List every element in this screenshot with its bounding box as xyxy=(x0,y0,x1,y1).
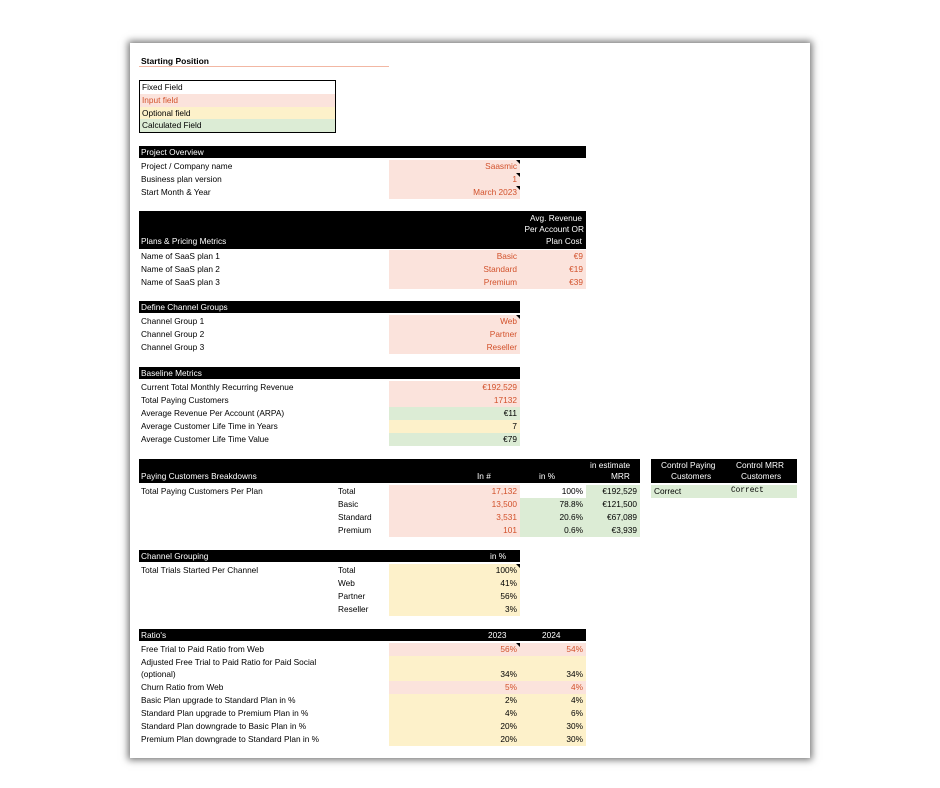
plans-col-header-2: Per Account OR xyxy=(524,224,584,234)
paying-header xyxy=(139,459,640,483)
paying-pct-value: 20.6% xyxy=(520,511,586,524)
paying-col-mrr-1: in estimate xyxy=(590,460,631,470)
legend-input: Input field xyxy=(140,94,335,107)
plan-price-input[interactable]: €19 xyxy=(520,263,586,276)
control-paying-h2: Customers xyxy=(671,471,712,481)
ratio-2024-input[interactable]: 4% xyxy=(520,681,586,694)
ratio-row-label-2: (optional) xyxy=(141,669,176,679)
current-mrr-input[interactable]: €192,529 xyxy=(389,381,520,394)
baseline-row-label: Average Customer Life Time in Years xyxy=(141,421,278,431)
ratio-2024-input[interactable]: 30% xyxy=(520,720,586,733)
channel-row-label: Channel Group 1 xyxy=(141,316,205,326)
project-name-input[interactable]: Saasmic xyxy=(389,160,520,173)
control-mrr-h1: Control MRR xyxy=(736,460,784,470)
grouping-value[interactable]: 41% xyxy=(389,577,520,590)
paying-num-value[interactable]: 13,500 xyxy=(389,498,520,511)
control-paying-h1: Control Paying xyxy=(661,460,716,470)
paying-col-num: In # xyxy=(477,471,491,481)
paying-col-pct: in % xyxy=(539,471,556,481)
title-underline xyxy=(139,66,389,67)
paying-mrr-value: €3,939 xyxy=(586,524,640,537)
control-paying-status: Correct xyxy=(651,485,727,498)
paying-pct-value: 0.6% xyxy=(520,524,586,537)
paying-mrr-value: €67,089 xyxy=(586,511,640,524)
paying-plan-label: Basic xyxy=(338,499,359,509)
ratio-2023-input[interactable]: 4% xyxy=(389,707,520,720)
plan-price-input[interactable]: €9 xyxy=(520,250,586,263)
channel-group-input[interactable]: Partner xyxy=(389,328,520,341)
ratio-2023-input[interactable]: 20% xyxy=(389,720,520,733)
paying-row-label: Total Paying Customers Per Plan xyxy=(141,486,263,496)
ratio-row-label: Standard Plan upgrade to Premium Plan in % xyxy=(141,708,309,718)
paying-plan-label: Premium xyxy=(338,525,372,535)
grouping-channel-label: Web xyxy=(338,578,355,588)
channels-header xyxy=(139,301,520,313)
start-month-input[interactable]: March 2023 xyxy=(389,186,520,199)
grouping-col: in % xyxy=(490,551,507,561)
spreadsheet xyxy=(130,43,810,758)
ratio-row-label: Standard Plan downgrade to Basic Plan in % xyxy=(141,721,307,731)
ratios-col-2024: 2024 xyxy=(542,630,561,640)
plan-row-label: Name of SaaS plan 2 xyxy=(141,264,220,274)
baseline-header-label: Baseline Metrics xyxy=(141,368,202,378)
paying-pct-value: 78.8% xyxy=(520,498,586,511)
ratio-2024-input[interactable]: 6% xyxy=(520,707,586,720)
project-row-label: Start Month & Year xyxy=(141,187,211,197)
plan-name-input[interactable]: Standard xyxy=(389,263,520,276)
plan-name-input[interactable]: Basic xyxy=(389,250,520,263)
grouping-header-label: Channel Grouping xyxy=(141,551,209,561)
ratio-2024-input[interactable]: 54% xyxy=(520,643,586,656)
ratio-2023-input[interactable]: 20% xyxy=(389,733,520,746)
ratio-2024-input[interactable]: 4% xyxy=(520,694,586,707)
paying-header-label: Paying Customers Breakdowns xyxy=(141,471,257,481)
channel-group-input[interactable]: Web xyxy=(389,315,520,328)
legend-optional: Optional field xyxy=(140,107,335,120)
baseline-row-label: Average Customer Life Time Value xyxy=(141,434,269,444)
ratio-2024-input[interactable]: 30% xyxy=(520,733,586,746)
ratio-row-label: Premium Plan downgrade to Standard Plan in % xyxy=(141,734,320,744)
ratio-2023-input[interactable]: 56% xyxy=(389,643,520,656)
ltv-value: €79 xyxy=(389,433,520,446)
paying-mrr-value: €192,529 xyxy=(586,485,640,498)
ratio-row-label: Churn Ratio from Web xyxy=(141,682,224,692)
baseline-row-label: Total Paying Customers xyxy=(141,395,229,405)
plan-price-input[interactable]: €39 xyxy=(520,276,586,289)
paying-plan-label: Total xyxy=(338,486,356,496)
plan-row-label: Name of SaaS plan 3 xyxy=(141,277,220,287)
total-paying-input[interactable]: 17132 xyxy=(389,394,520,407)
grouping-value[interactable]: 3% xyxy=(389,603,520,616)
grouping-value[interactable]: 100% xyxy=(389,564,520,577)
grouping-channel-label: Partner xyxy=(338,591,366,601)
ratios-col-2023: 2023 xyxy=(488,630,507,640)
ratio-row-label: Free Trial to Paid Ratio from Web xyxy=(141,644,264,654)
paying-num-value[interactable]: 101 xyxy=(389,524,520,537)
plans-col-header-3: Plan Cost xyxy=(546,236,582,246)
page-title: Starting Position xyxy=(141,56,209,66)
lifetime-years-input[interactable]: 7 xyxy=(389,420,520,433)
ratios-header-label: Ratio's xyxy=(141,630,167,640)
plans-col-header-1: Avg. Revenue xyxy=(530,213,582,223)
control-mrr-h2: Customers xyxy=(741,471,782,481)
project-header-label: Project Overview xyxy=(141,147,204,157)
grouping-channel-label: Reseller xyxy=(338,604,369,614)
legend-fixed: Fixed Field xyxy=(142,82,183,92)
arpa-value: €11 xyxy=(389,407,520,420)
baseline-row-label: Current Total Monthly Recurring Revenue xyxy=(141,382,294,392)
plan-name-input[interactable]: Premium xyxy=(389,276,520,289)
ratio-2023-input[interactable]: 5% xyxy=(389,681,520,694)
project-row-label: Project / Company name xyxy=(141,161,233,171)
paying-col-mrr-2: MRR xyxy=(611,471,630,481)
channel-group-input[interactable]: Reseller xyxy=(389,341,520,354)
ratio-2023-input[interactable]: 2% xyxy=(389,694,520,707)
channel-row-label: Channel Group 2 xyxy=(141,329,205,339)
paying-num-value[interactable]: 17,132 xyxy=(389,485,520,498)
grouping-channel-label: Total xyxy=(338,565,356,575)
paying-mrr-value: €121,500 xyxy=(586,498,640,511)
grouping-row-label: Total Trials Started Per Channel xyxy=(141,565,259,575)
control-header xyxy=(651,459,797,483)
paying-num-value[interactable]: 3,531 xyxy=(389,511,520,524)
baseline-header xyxy=(139,367,520,379)
baseline-row-label: Average Revenue Per Account (ARPA) xyxy=(141,408,285,418)
control-mrr-status: Correct xyxy=(727,485,797,498)
ratio-row-label: Adjusted Free Trial to Paid Ratio for Paid Social xyxy=(141,657,317,667)
legend-calculated: Calculated Field xyxy=(140,119,335,132)
channels-header-label: Define Channel Groups xyxy=(141,302,228,312)
ratio-2023-input[interactable]: 34% xyxy=(389,656,520,681)
grouping-header xyxy=(139,550,520,562)
channel-row-label: Channel Group 3 xyxy=(141,342,205,352)
project-header xyxy=(139,146,586,158)
paying-plan-label: Standard xyxy=(338,512,372,522)
business-plan-version-input[interactable]: 1 xyxy=(389,173,520,186)
legend xyxy=(139,80,336,133)
ratio-row-label: Basic Plan upgrade to Standard Plan in % xyxy=(141,695,296,705)
ratio-2024-input[interactable]: 34% xyxy=(520,656,586,681)
paying-pct-value: 100% xyxy=(561,486,583,496)
grouping-value[interactable]: 56% xyxy=(389,590,520,603)
plan-row-label: Name of SaaS plan 1 xyxy=(141,251,220,261)
plans-header xyxy=(139,211,586,249)
ratios-header xyxy=(139,629,586,641)
project-row-label: Business plan version xyxy=(141,174,222,184)
plans-header-label: Plans & Pricing Metrics xyxy=(141,236,227,246)
